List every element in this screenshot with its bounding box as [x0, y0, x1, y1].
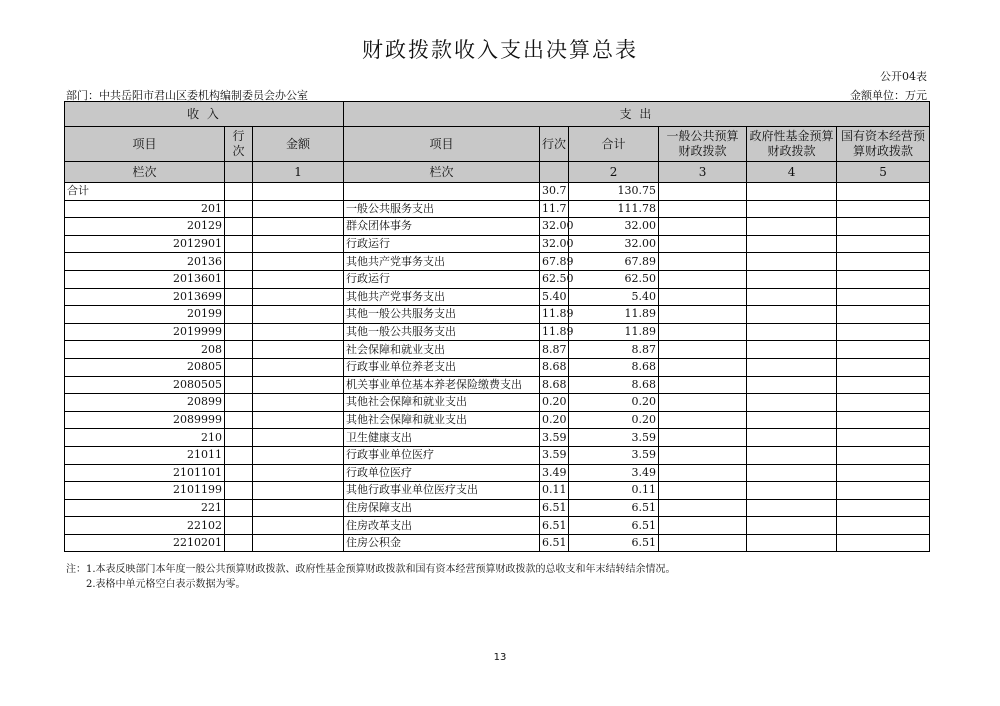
expense-rowno-blank — [540, 162, 569, 183]
state-capital-cell — [837, 288, 930, 306]
header-row-1 — [65, 102, 930, 127]
expense-total-cell: 8.68 — [569, 358, 659, 376]
expense-header: 支 出 — [344, 102, 930, 127]
income-rowno-cell — [225, 200, 253, 218]
income-item-cell: 2080505 — [65, 376, 225, 394]
expense-total-cell: 5.40 — [569, 288, 659, 306]
expense-total-cell: 32.00 — [569, 235, 659, 253]
income-item-cell: 221 — [65, 499, 225, 517]
income-item-cell: 201 — [65, 200, 225, 218]
expense-total-header: 合计 — [569, 127, 659, 162]
expense-item-cell: 其他共产党事务支出 — [344, 253, 540, 271]
expense-rowno-cell: 6.51 — [540, 499, 569, 517]
income-rowno-cell — [225, 482, 253, 500]
income-item-cell: 2210201 — [65, 534, 225, 552]
expense-total-cell: 32.00 — [569, 218, 659, 236]
expense-item-cell: 其他行政事业单位医疗支出 — [344, 482, 540, 500]
income-amount-cell — [253, 323, 344, 341]
gov-fund-cell — [747, 394, 837, 412]
state-capital-cell — [837, 306, 930, 324]
department-label: 部门：中共岳阳市君山区委机构编制委员会办公室 — [66, 89, 308, 102]
income-amount-cell — [253, 235, 344, 253]
income-item-cell: 合计 — [65, 183, 225, 201]
general-budget-cell — [659, 288, 747, 306]
state-capital-cell — [837, 499, 930, 517]
general-budget-cell — [659, 464, 747, 482]
state-capital-cell — [837, 429, 930, 447]
income-item-cell: 2013699 — [65, 288, 225, 306]
expense-rowno-cell: 3.49 — [540, 464, 569, 482]
general-budget-cell — [659, 394, 747, 412]
expense-total-cell: 6.51 — [569, 517, 659, 535]
col-4-label: 4 — [747, 162, 837, 183]
page-number: 13 — [493, 652, 507, 663]
general-budget-cell — [659, 517, 747, 535]
state-capital-cell — [837, 270, 930, 288]
income-amount-cell — [253, 200, 344, 218]
state-capital-cell — [837, 323, 930, 341]
income-column-no: 栏次 — [65, 162, 225, 183]
income-rowno-cell — [225, 534, 253, 552]
expense-total-cell: 130.75 — [569, 183, 659, 201]
income-item-cell: 21011 — [65, 446, 225, 464]
general-budget-cell — [659, 183, 747, 201]
income-rowno-cell — [225, 306, 253, 324]
gov-fund-cell — [747, 306, 837, 324]
expense-item-cell: 其他共产党事务支出 — [344, 288, 540, 306]
expense-item-cell: 其他社会保障和就业支出 — [344, 411, 540, 429]
state-capital-cell — [837, 534, 930, 552]
expense-total-cell: 62.50 — [569, 270, 659, 288]
expense-rowno-cell: 8.68 — [540, 358, 569, 376]
state-capital-cell — [837, 235, 930, 253]
gov-fund-cell — [747, 411, 837, 429]
table-row — [65, 200, 930, 218]
general-budget-header: 一般公共预算财政拨款 — [659, 127, 747, 162]
income-item-cell: 20899 — [65, 394, 225, 412]
income-item-cell: 20805 — [65, 358, 225, 376]
gov-fund-cell — [747, 235, 837, 253]
expense-total-cell: 0.11 — [569, 482, 659, 500]
expense-item-cell: 其他一般公共服务支出 — [344, 323, 540, 341]
income-rowno-cell — [225, 235, 253, 253]
gov-fund-cell — [747, 446, 837, 464]
note-2: 2.表格中单元格空白表示数据为零。 — [86, 579, 246, 590]
state-capital-cell — [837, 358, 930, 376]
income-amount-cell — [253, 534, 344, 552]
income-rowno-cell — [225, 446, 253, 464]
income-item-header: 项目 — [65, 127, 225, 162]
expense-item-cell: 行政事业单位养老支出 — [344, 358, 540, 376]
income-item-cell: 2019999 — [65, 323, 225, 341]
gov-fund-cell — [747, 358, 837, 376]
expense-rowno-cell: 8.68 — [540, 376, 569, 394]
col-3-label: 3 — [659, 162, 747, 183]
expense-rowno-cell: 0.11 — [540, 482, 569, 500]
gov-fund-cell — [747, 464, 837, 482]
expense-rowno-cell: 32.00 — [540, 218, 569, 236]
expense-rowno-cell: 6.51 — [540, 517, 569, 535]
state-capital-cell — [837, 517, 930, 535]
gov-fund-cell — [747, 218, 837, 236]
state-capital-cell — [837, 200, 930, 218]
expense-rowno-cell: 3.59 — [540, 429, 569, 447]
income-amount-cell — [253, 499, 344, 517]
expense-rowno-header: 行次 — [540, 127, 569, 162]
expense-item-cell: 住房公积金 — [344, 534, 540, 552]
expense-item-header: 项目 — [344, 127, 540, 162]
income-header: 收 入 — [65, 102, 344, 127]
expense-total-cell: 3.59 — [569, 446, 659, 464]
expense-rowno-cell: 8.87 — [540, 341, 569, 359]
header-row-2 — [65, 127, 930, 162]
income-amount-cell — [253, 446, 344, 464]
expense-item-cell: 其他一般公共服务支出 — [344, 306, 540, 324]
income-amount-cell — [253, 482, 344, 500]
table-row — [65, 482, 930, 500]
expense-column-no: 栏次 — [344, 162, 540, 183]
income-rowno-cell — [225, 270, 253, 288]
income-rowno-cell — [225, 323, 253, 341]
expense-item-cell — [344, 183, 540, 201]
expense-item-cell: 卫生健康支出 — [344, 429, 540, 447]
general-budget-cell — [659, 376, 747, 394]
table-row — [65, 376, 930, 394]
col-5-label: 5 — [837, 162, 930, 183]
income-item-cell: 2101199 — [65, 482, 225, 500]
table-row — [65, 270, 930, 288]
table-row — [65, 534, 930, 552]
table-row — [65, 517, 930, 535]
expense-rowno-cell: 3.59 — [540, 446, 569, 464]
income-rowno-cell — [225, 358, 253, 376]
unit-label: 金额单位：万元 — [850, 89, 927, 102]
expense-total-cell: 0.20 — [569, 411, 659, 429]
general-budget-cell — [659, 499, 747, 517]
income-item-cell: 22102 — [65, 517, 225, 535]
form-number: 公开04表 — [880, 70, 927, 83]
gov-fund-cell — [747, 376, 837, 394]
income-amount-cell — [253, 411, 344, 429]
expense-total-cell: 111.78 — [569, 200, 659, 218]
table-row — [65, 341, 930, 359]
expense-item-cell: 社会保障和就业支出 — [344, 341, 540, 359]
income-amount-cell — [253, 218, 344, 236]
expense-total-cell: 67.89 — [569, 253, 659, 271]
general-budget-cell — [659, 306, 747, 324]
expense-item-cell: 行政事业单位医疗 — [344, 446, 540, 464]
income-amount-cell — [253, 394, 344, 412]
income-amount-cell — [253, 341, 344, 359]
general-budget-cell — [659, 253, 747, 271]
income-item-cell: 2089999 — [65, 411, 225, 429]
table-row — [65, 288, 930, 306]
expense-rowno-cell: 11.89 — [540, 323, 569, 341]
general-budget-cell — [659, 341, 747, 359]
gov-fund-cell — [747, 183, 837, 201]
income-amount-cell — [253, 306, 344, 324]
gov-fund-cell — [747, 341, 837, 359]
income-amount-cell — [253, 288, 344, 306]
expense-rowno-cell: 67.89 — [540, 253, 569, 271]
income-item-cell: 210 — [65, 429, 225, 447]
gov-fund-cell — [747, 482, 837, 500]
income-rowno-cell — [225, 341, 253, 359]
table-row — [65, 446, 930, 464]
income-item-cell: 2101101 — [65, 464, 225, 482]
header-row-3 — [65, 162, 930, 183]
expense-rowno-cell: 62.50 — [540, 270, 569, 288]
state-capital-cell — [837, 218, 930, 236]
gov-fund-cell — [747, 270, 837, 288]
income-rowno-cell — [225, 517, 253, 535]
income-rowno-cell — [225, 464, 253, 482]
expense-item-cell: 行政单位医疗 — [344, 464, 540, 482]
expense-item-cell: 机关事业单位基本养老保险缴费支出 — [344, 376, 540, 394]
table-row — [65, 429, 930, 447]
expense-rowno-cell: 0.20 — [540, 394, 569, 412]
expense-total-cell: 8.68 — [569, 376, 659, 394]
expense-total-cell: 11.89 — [569, 306, 659, 324]
expense-rowno-cell: 11.7 — [540, 200, 569, 218]
general-budget-cell — [659, 235, 747, 253]
col-1-label: 1 — [253, 162, 344, 183]
col-2-label: 2 — [569, 162, 659, 183]
table-row — [65, 235, 930, 253]
gov-fund-cell — [747, 288, 837, 306]
income-rowno-cell — [225, 253, 253, 271]
state-capital-cell — [837, 482, 930, 500]
income-amount-header: 金额 — [253, 127, 344, 162]
income-rowno-cell — [225, 183, 253, 201]
general-budget-cell — [659, 358, 747, 376]
income-amount-cell — [253, 517, 344, 535]
expense-rowno-cell: 5.40 — [540, 288, 569, 306]
income-rowno-cell — [225, 499, 253, 517]
general-budget-cell — [659, 323, 747, 341]
income-rowno-cell — [225, 429, 253, 447]
expense-total-cell: 3.49 — [569, 464, 659, 482]
income-amount-cell — [253, 253, 344, 271]
income-rowno-cell — [225, 288, 253, 306]
gov-fund-cell — [747, 429, 837, 447]
general-budget-cell — [659, 200, 747, 218]
income-rowno-cell — [225, 218, 253, 236]
gov-fund-cell — [747, 534, 837, 552]
income-rowno-blank — [225, 162, 253, 183]
general-budget-cell — [659, 270, 747, 288]
budget-table — [64, 101, 930, 552]
gov-fund-header: 政府性基金预算财政拨款 — [747, 127, 837, 162]
income-rowno-cell — [225, 411, 253, 429]
general-budget-cell — [659, 446, 747, 464]
income-amount-cell — [253, 358, 344, 376]
general-budget-cell — [659, 411, 747, 429]
state-capital-cell — [837, 411, 930, 429]
expense-total-cell: 6.51 — [569, 499, 659, 517]
expense-rowno-cell: 32.00 — [540, 235, 569, 253]
expense-rowno-cell: 30.7 — [540, 183, 569, 201]
income-amount-cell — [253, 464, 344, 482]
expense-item-cell: 群众团体事务 — [344, 218, 540, 236]
income-item-cell: 2012901 — [65, 235, 225, 253]
expense-item-cell: 一般公共服务支出 — [344, 200, 540, 218]
expense-item-cell: 其他社会保障和就业支出 — [344, 394, 540, 412]
income-item-cell: 2013601 — [65, 270, 225, 288]
general-budget-cell — [659, 534, 747, 552]
table-row — [65, 394, 930, 412]
income-item-cell: 20129 — [65, 218, 225, 236]
general-budget-cell — [659, 429, 747, 447]
expense-item-cell: 行政运行 — [344, 270, 540, 288]
expense-total-cell: 3.59 — [569, 429, 659, 447]
note-1: 注：1.本表反映部门本年度一般公共预算财政拨款、政府性基金预算财政拨款和国有资本经营预算财政拨款的总收支和年末结转结余情况。 — [66, 564, 676, 575]
gov-fund-cell — [747, 323, 837, 341]
expense-item-cell: 住房改革支出 — [344, 517, 540, 535]
income-amount-cell — [253, 429, 344, 447]
income-rowno-cell — [225, 376, 253, 394]
income-rowno-header: 行次 — [225, 127, 253, 162]
table-row — [65, 306, 930, 324]
expense-total-cell: 11.89 — [569, 323, 659, 341]
table-row — [65, 183, 930, 201]
table-row — [65, 411, 930, 429]
general-budget-cell — [659, 482, 747, 500]
expense-rowno-cell: 6.51 — [540, 534, 569, 552]
income-item-cell: 20199 — [65, 306, 225, 324]
gov-fund-cell — [747, 200, 837, 218]
state-capital-cell — [837, 183, 930, 201]
table-row — [65, 323, 930, 341]
expense-total-cell: 8.87 — [569, 341, 659, 359]
table-row — [65, 499, 930, 517]
state-capital-cell — [837, 253, 930, 271]
expense-rowno-cell: 11.89 — [540, 306, 569, 324]
state-capital-cell — [837, 341, 930, 359]
general-budget-cell — [659, 218, 747, 236]
table-row — [65, 218, 930, 236]
income-item-cell: 20136 — [65, 253, 225, 271]
expense-total-cell: 0.20 — [569, 394, 659, 412]
state-capital-cell — [837, 446, 930, 464]
page-title: 财政拨款收入支出决算总表 — [362, 38, 638, 62]
state-capital-cell — [837, 394, 930, 412]
table-row — [65, 253, 930, 271]
state-capital-header: 国有资本经营预算财政拨款 — [837, 127, 930, 162]
table-row — [65, 464, 930, 482]
income-amount-cell — [253, 270, 344, 288]
income-amount-cell — [253, 183, 344, 201]
gov-fund-cell — [747, 517, 837, 535]
gov-fund-cell — [747, 499, 837, 517]
expense-rowno-cell: 0.20 — [540, 411, 569, 429]
state-capital-cell — [837, 376, 930, 394]
table-row — [65, 358, 930, 376]
expense-item-cell: 住房保障支出 — [344, 499, 540, 517]
income-rowno-cell — [225, 394, 253, 412]
expense-item-cell: 行政运行 — [344, 235, 540, 253]
state-capital-cell — [837, 464, 930, 482]
gov-fund-cell — [747, 253, 837, 271]
income-item-cell: 208 — [65, 341, 225, 359]
income-amount-cell — [253, 376, 344, 394]
expense-total-cell: 6.51 — [569, 534, 659, 552]
